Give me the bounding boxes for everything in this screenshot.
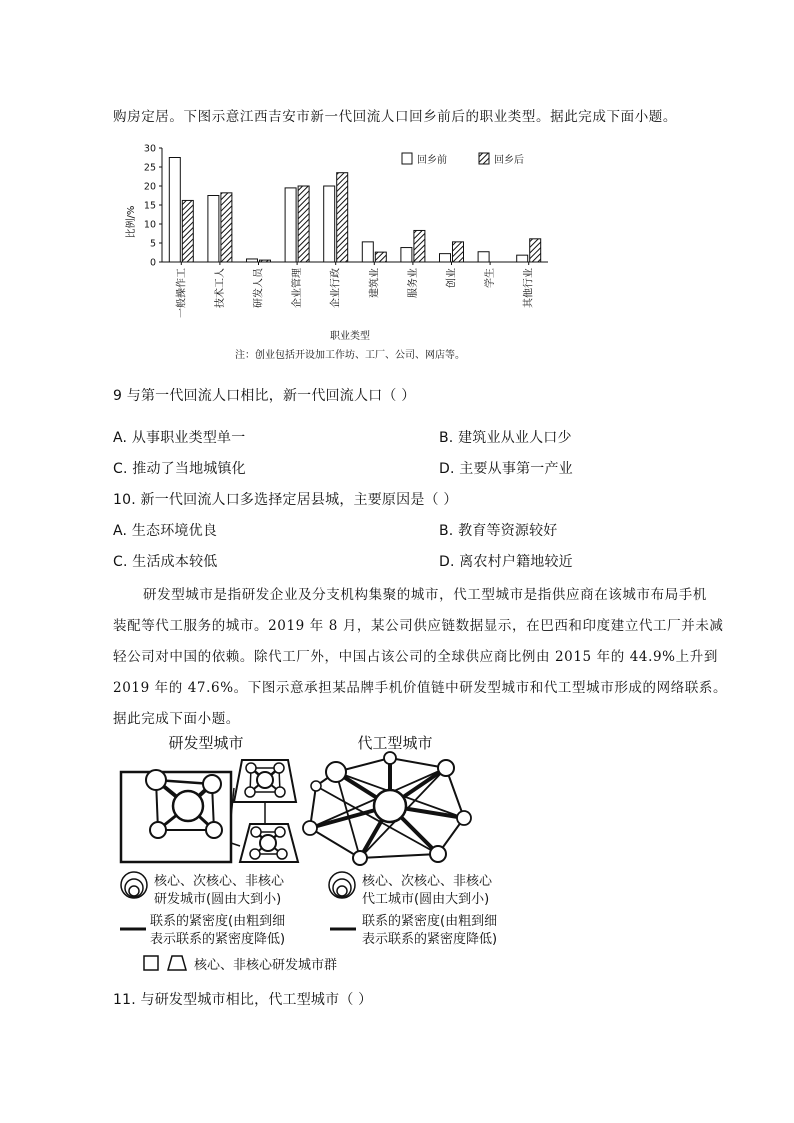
q9-option-d[interactable]: D. 主要从事第一产业 [439,461,573,477]
legend-right-line-3: 联系的紧密度(由粗到细 [362,914,498,929]
legend-bottom: 核心、非核心研发城市群 [194,958,338,973]
y-tick-label: 0 [149,257,156,269]
question-9-stem: 9 与第一代回流人口相比，新一代回流人口（ ） [113,388,416,404]
legend-left-line-1: 核心、次核心、非核心 [154,874,285,889]
bar-after [298,186,309,262]
bar-before [169,158,180,263]
bar-after [453,242,464,262]
trapezoid-cluster-icon [168,956,186,970]
square-cluster-icon [144,956,158,970]
bar-before [517,255,528,262]
bar-before [285,188,296,262]
legend-label-before: 回乡前 [417,155,447,166]
passage-line-1: 研发型城市是指研发企业及分支机构集聚的城市，代工型城市是指供应商在该城市布局手机 [143,587,707,603]
legend-left-line-4: 表示联系的紧密度降低) [150,932,286,947]
passage-line-4: 2019 年的 47.6%。下图示意承担某品牌手机价值链中研发型城市和代工型城市形成的网络联系。 [113,680,728,696]
y-tick-label: 5 [149,238,156,250]
rd-noncore-cluster-top [234,760,296,802]
bar-after [530,239,541,262]
bar-before [324,186,335,262]
legend-right-line-1: 核心、次核心、非核心 [362,874,493,889]
legend-right-line-4: 表示联系的紧密度降低) [362,932,498,947]
rd-noncore-cluster-bottom [240,824,298,862]
chart-note: 注：创业包括开设加工作坊、工厂、公司、网店等。 [235,350,465,361]
q10-option-d[interactable]: D. 离农村户籍地较近 [439,554,573,570]
cluster-link [231,843,240,846]
bar-before [401,248,412,262]
bar-before [362,242,373,262]
y-tick-label: 25 [143,162,156,174]
q10-option-b[interactable]: B. 教育等资源较好 [439,523,558,539]
legend-right-line-2: 代工城市(圆由大到小) [362,892,490,907]
passage-line-3: 轻公司对中国的依赖。除代工厂外，中国占该公司的全球供应商比例由 2015 年的 44.9%上升到 [113,649,718,665]
bar-before [208,196,219,263]
q9-option-c[interactable]: C. 推动了当地城镇化 [113,461,246,477]
q9-option-a[interactable]: A. 从事职业类型单一 [113,430,246,446]
bar-after [414,230,425,262]
bar-after [260,260,271,262]
x-axis-label: 职业类型 [330,331,370,342]
legend-left-line-2: 研发城市(圆由大到小) [154,892,282,907]
x-tick-label: 学生 [485,268,497,288]
city-network-diagram [110,728,550,976]
bar-after [221,193,232,262]
concentric-circles-icon [329,872,355,898]
bar-after [182,200,193,262]
oem-network [303,752,471,865]
x-tick-label: 一般操作工 [176,268,188,318]
x-tick-label: 企业管理 [292,268,304,308]
y-tick-label: 20 [143,181,156,193]
x-tick-label: 研发人员 [253,268,265,308]
passage-line-5: 据此完成下面小题。 [113,711,240,727]
q9-option-b[interactable]: B. 建筑业从业人口少 [439,430,572,446]
x-tick-label: 创业 [446,268,458,288]
question-10-stem: 10. 新一代回流人口多选择定居县城，主要原因是（ ） [113,492,458,508]
bar-before [478,252,489,262]
concentric-circles-icon [121,872,147,898]
q10-option-c[interactable]: C. 生活成本较低 [113,554,218,570]
x-tick-label: 建筑业 [369,268,381,298]
x-tick-label: 服务业 [407,268,419,298]
y-axis-label: 比例/% [126,205,137,239]
legend-label-after: 回乡后 [494,155,524,166]
legend-swatch-after [479,153,489,164]
passage-line-2: 装配等代工服务的城市。2019 年 8 月，某公司供应链数据显示，在巴西和印度建立代工厂并未减 [113,618,724,634]
x-tick-label: 技术工人 [214,268,226,308]
occupation-bar-chart [118,138,558,370]
bar-after [375,252,386,262]
legend-swatch-before [402,153,412,164]
y-tick-label: 30 [143,143,156,155]
title-oem-city: 代工型城市 [357,734,433,752]
q10-option-a[interactable]: A. 生态环境优良 [113,523,218,539]
x-tick-label: 其他行业 [523,268,535,308]
intro-text: 购房定居。下图示意江西吉安市新一代回流人口回乡前后的职业类型。据此完成下面小题。 [113,109,677,125]
bar-before [440,254,451,262]
y-tick-label: 15 [143,200,156,212]
rd-core-cluster [121,770,231,862]
x-tick-label: 企业行政 [330,268,342,308]
y-tick-label: 10 [143,219,156,231]
bar-after [337,173,348,262]
legend-left-line-3: 联系的紧密度(由粗到细 [150,914,286,929]
bar-before [247,259,258,262]
question-11-stem: 11. 与研发型城市相比，代工型城市（ ） [113,992,373,1008]
title-rd-city: 研发型城市 [168,734,244,752]
